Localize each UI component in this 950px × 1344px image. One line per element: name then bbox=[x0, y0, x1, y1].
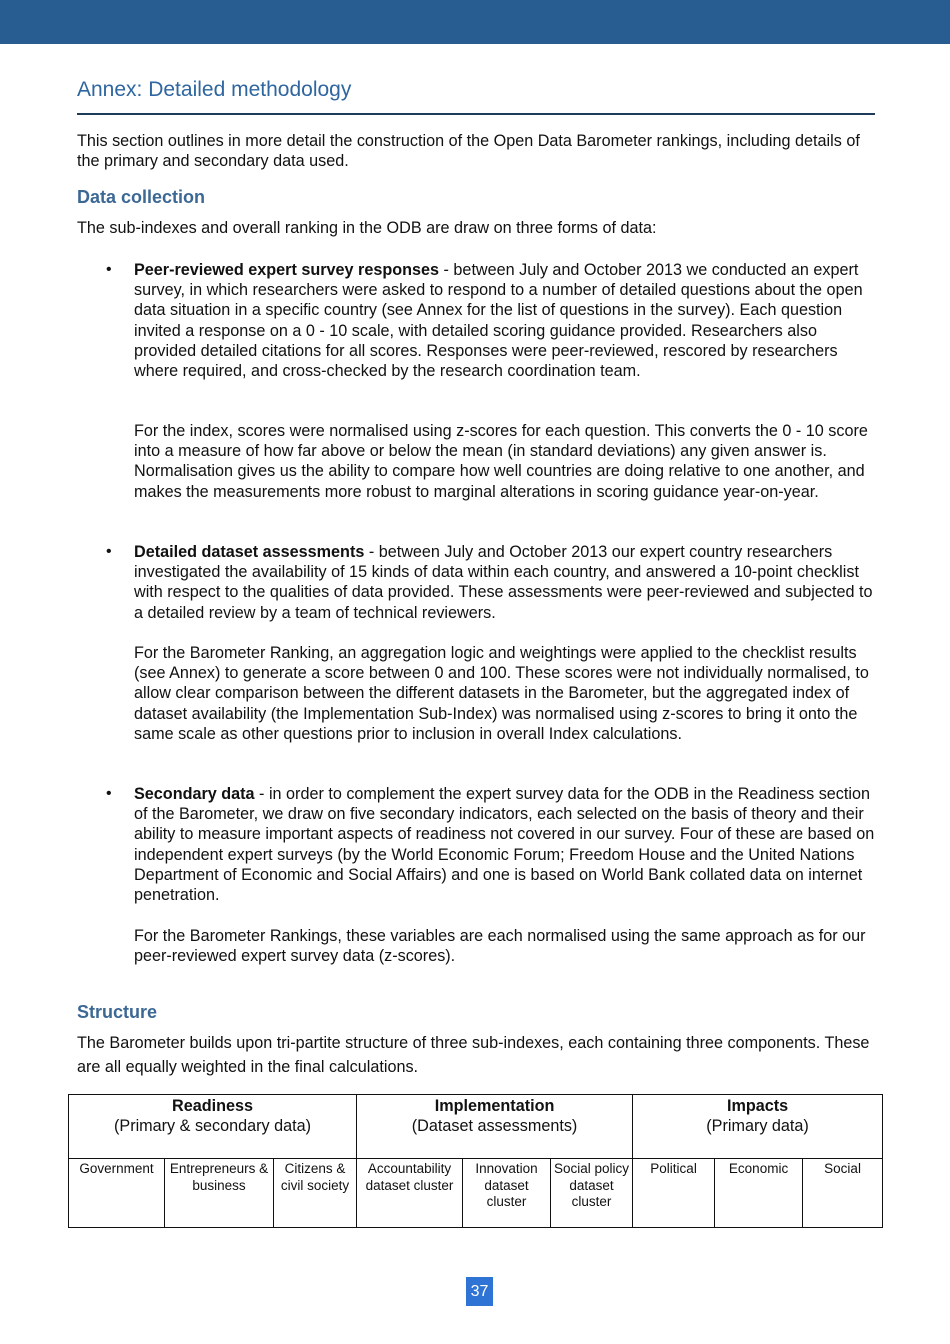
page-title: Annex: Detailed methodology bbox=[77, 78, 352, 101]
item-followup: For the Barometer Ranking, an aggregation logic and weightings were applied to the checklist results (see Annex) to generate a score between 0 and 100. These scores were not individually normalised, to allow clear comparison between the different datasets in the Barometer, but the aggregated index of dataset availability (the Implementation Sub-Index) was normalised using z-scores to bring it onto the same scale as other questions prior to inclusion in overall Index calculations. bbox=[134, 644, 869, 743]
data-collection-heading: Data collection bbox=[77, 187, 206, 207]
group-name: Implementation bbox=[434, 1097, 555, 1115]
group-subtitle: (Primary & secondary data) bbox=[114, 1117, 312, 1135]
readiness-header bbox=[69, 1095, 357, 1159]
bullet-marker: • bbox=[106, 543, 112, 560]
table-cell: Social bbox=[803, 1159, 883, 1228]
item-followup: For the index, scores were normalised using z-scores for each question. This converts the 0 - 10 score into a measure of how far above or below the mean (in standard deviations) any given answer is. Normalisation gives us the ability to compare how well countries are doing relative to one another, and makes the measurements more robust to marginal alterations in scoring guidance year-on-year. bbox=[134, 422, 868, 501]
item-text: - in order to complement the expert survey data for the ODB in the Readiness section of the Barometer, we draw on five secondary indicators, each selected on the basis of theory and their ability to measure important aspects of readiness not covered in our survey. Four of these are based on independent expert surveys (by the World Economic Forum; Freedom House and the United Nations Department of Economic and Social Affairs) and one is based on World Bank collated data on internet penetration. bbox=[134, 785, 875, 905]
structure-heading: Structure bbox=[77, 1002, 158, 1022]
item-title: Peer-reviewed expert survey responses bbox=[134, 261, 440, 279]
bullet-marker: • bbox=[106, 261, 112, 278]
header-bar bbox=[0, 0, 950, 44]
list-item bbox=[134, 542, 879, 623]
table-cell: Government bbox=[69, 1159, 165, 1228]
title-divider bbox=[77, 113, 875, 115]
structure-table bbox=[68, 1094, 883, 1228]
item-text: - between July and October 2013 we conducted an expert survey, in which researchers were asked to respond to a number of detailed questions about the open data situation in a specific country (see Annex for the list of questions in the survey). Each question invited a response on a 0 - 10 scale, with detailed scoring guidance provided. Researchers also provided detailed citations for all scores. Responses were peer-reviewed, rescored by researchers where required, and cross-checked by the research coordination team. bbox=[134, 261, 863, 381]
group-subtitle: (Dataset assessments) bbox=[411, 1117, 578, 1135]
group-name: Readiness bbox=[172, 1097, 253, 1115]
page-number: 37 bbox=[466, 1277, 493, 1306]
table-cell: Economic bbox=[715, 1159, 803, 1228]
item-title: Secondary data bbox=[134, 785, 255, 803]
group-name: Impacts bbox=[726, 1097, 789, 1115]
table-cell: Accountability dataset cluster bbox=[357, 1159, 463, 1228]
list-item bbox=[134, 260, 879, 381]
table-cell: Political bbox=[633, 1159, 715, 1228]
structure-paragraph: The Barometer builds upon tri-partite structure of three sub-indexes, each containing three components. These are all equally weighted in the final calculations. bbox=[77, 1034, 870, 1076]
impacts-header bbox=[633, 1095, 883, 1159]
item-followup: For the Barometer Rankings, these variables are each normalised using the same approach as for our peer-reviewed expert survey data (z-scores). bbox=[134, 927, 866, 966]
table-cell: Social policy dataset cluster bbox=[551, 1159, 633, 1228]
bullet-marker: • bbox=[106, 785, 112, 802]
table-cell: Citizens & civil society bbox=[274, 1159, 357, 1228]
item-title: Detailed dataset assessments bbox=[134, 543, 365, 561]
intro-paragraph: This section outlines in more detail the construction of the Open Data Barometer rankings, including details of the primary and secondary data used. bbox=[77, 132, 860, 171]
group-subtitle: (Primary data) bbox=[706, 1117, 809, 1135]
table-cell: Entrepreneurs & business bbox=[165, 1159, 274, 1228]
item-text: - between July and October 2013 our expert country researchers investigated the availability of 15 kinds of data within each country, and answered a 10-point checklist with respect to the qualities of data provided. These assessments were peer-reviewed and subjected to a detailed review by a team of technical reviewers. bbox=[134, 543, 873, 622]
implementation-header bbox=[357, 1095, 633, 1159]
list-item bbox=[134, 784, 879, 905]
data-collection-lead: The sub-indexes and overall ranking in the ODB are draw on three forms of data: bbox=[77, 219, 657, 237]
table-cell: Innovation dataset cluster bbox=[463, 1159, 551, 1228]
